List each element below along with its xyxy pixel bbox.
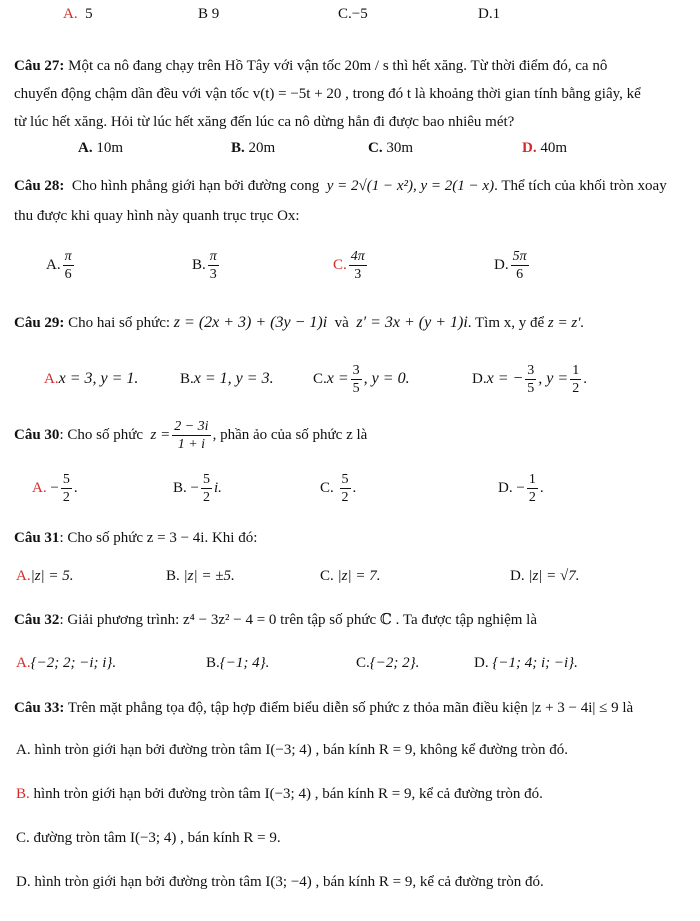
q30-label: Câu 30	[14, 427, 60, 443]
q33-option-c[interactable]: C. đường tròn tâm I(−3; 4) , bán kính R = 9.	[16, 830, 281, 846]
q29-post: . Tìm x, y để	[467, 315, 545, 331]
q30-fraction-a: $\frac{5}{2}$	[62, 472, 70, 506]
q28-math: y = 2√(1 − x²), y = 2(1 − x)	[326, 178, 495, 194]
q32-option-c[interactable]: C.{−2; 2}.	[356, 655, 420, 671]
q26-option-d[interactable]	[478, 4, 500, 24]
q32-option-a[interactable]: A.{−2; 2; −i; i}.	[16, 655, 117, 671]
q27-text-1: Một ca nô đang chạy trên Hồ Tây với vận tốc 20m / s thì hết xăng. Từ thời điểm đó, ca nô	[68, 58, 608, 74]
q30-option-c[interactable]: C. $\frac{5}{2}$ .	[320, 472, 357, 506]
q27-letter-c: C.	[368, 140, 383, 156]
q33-text: Trên mặt phẳng tọa độ, tập hợp điểm biểu diễn số phức z thỏa mãn điều kiện |z + 3 − 4i| ≤ 9 là	[67, 700, 634, 716]
q26-option-b[interactable]	[198, 4, 219, 24]
q30-letter-a: A.	[32, 480, 47, 496]
q28-fraction-a: $\frac{\pi}{6}$	[64, 249, 72, 283]
q30-fraction-c: $\frac{5}{2}$	[341, 472, 349, 506]
q31-option-c[interactable]: C. |z| = 7.	[320, 568, 381, 584]
q29-text-a: x = 3, y = 1.	[58, 370, 139, 387]
q29-option-d[interactable]: D.x = − $\frac{3}{5}$ , y = $\frac{1}{2}$ .	[472, 363, 587, 397]
q32-label: Câu 32	[14, 612, 60, 628]
q30-option-a[interactable]: A. − $\frac{5}{2}$ .	[32, 472, 78, 506]
q30-letter-c: C.	[320, 480, 334, 496]
q32-option-b[interactable]: B.{−1; 4}.	[206, 655, 270, 671]
q27-line3: từ lúc hết xăng. Hỏi từ lúc hết xăng đến lúc ca nô dừng hẳn đi được bao nhiêu mét?	[14, 114, 515, 130]
q26-option-a[interactable]	[63, 4, 93, 24]
q31-text: : Cho số phức z = 3 − 4i. Khi đó:	[59, 530, 258, 546]
q29-fraction-d2: $\frac{1}{2}$	[572, 363, 580, 397]
q27-letter-d: D.	[522, 140, 537, 156]
q29-z: z = (2x + 3) + (3y − 1)i	[173, 314, 328, 331]
q28-line1	[14, 176, 667, 196]
q33-letter-b: B.	[16, 786, 30, 802]
q29-cond: z = z′.	[547, 315, 585, 331]
q33-option-a[interactable]: A. hình tròn giới hạn bởi đường tròn tâm I(−3; 4) , bán kính R = 9, không kể đường tròn đó.	[16, 742, 568, 758]
q27-option-a[interactable]	[78, 138, 123, 158]
q31-letter-b: B.	[166, 568, 180, 584]
q27-letter-a: A.	[78, 140, 93, 156]
q30-fraction-d: $\frac{1}{2}$	[528, 472, 536, 506]
q33-option-d[interactable]: D. hình tròn giới hạn bởi đường tròn tâm I(3; −4) , bán kính R = 9, kể cả đường tròn đó.	[16, 874, 544, 890]
q33-letter-a: A.	[16, 742, 31, 758]
q27-line2: chuyển động chậm dần đều với vận tốc v(t) = −5t + 20 , trong đó t là khoảng thời gian tính bằng giây, kể	[14, 86, 641, 102]
q29-z2: z′ = 3x + (y + 1)i	[356, 314, 468, 331]
q27-text-a: 10m	[96, 140, 124, 156]
q31-option-d[interactable]: D. |z| = √7.	[510, 568, 580, 584]
q27-option-b[interactable]	[231, 138, 275, 158]
q27-line1	[14, 56, 607, 76]
q29-option-a[interactable]	[44, 362, 138, 396]
q29-line1	[14, 313, 584, 333]
q26-text-d: 1	[492, 6, 501, 22]
q26-letter-a: A.	[63, 6, 78, 22]
q26-text-c: −5	[351, 6, 368, 22]
q33-letter-d: D.	[16, 874, 31, 890]
q30-pre: : Cho số phức	[59, 427, 143, 443]
q26-letter-b: B	[198, 6, 209, 22]
q27-label: Câu 27:	[14, 58, 65, 74]
q28-fraction-d: $\frac{5\pi}{6}$	[512, 249, 527, 283]
q27-option-d[interactable]	[522, 138, 567, 158]
q32-line1	[14, 610, 537, 630]
q27-text-b: 20m	[248, 140, 276, 156]
q26-text-b: 9	[211, 6, 220, 22]
q33-letter-c: C.	[16, 830, 30, 846]
q31-option-a[interactable]: A.|z| = 5.	[16, 568, 74, 584]
q33-line1	[14, 698, 633, 718]
q32-option-d[interactable]: D. {−1; 4; i; −i}.	[474, 655, 578, 671]
q31-line1	[14, 528, 257, 548]
q28-option-c[interactable]	[333, 248, 369, 283]
q29-letter-b: B.	[180, 371, 194, 387]
q30-post: , phần ảo của số phức z là	[212, 427, 368, 443]
q28-letter-b: B.	[192, 257, 206, 273]
q27-option-c[interactable]	[368, 138, 413, 158]
q30-line1: Câu 30: Cho số phức z = $\frac{2 - 3i}{1 + i}$ , phần ảo của số phức z là	[14, 419, 368, 453]
q28-letter-a: A.	[46, 257, 61, 273]
q28-fraction-c: $\frac{4\pi}{3}$	[350, 249, 365, 283]
q27-letter-b: B.	[231, 140, 245, 156]
q28-option-b[interactable]	[192, 248, 221, 283]
q29-fraction-c: $\frac{3}{5}$	[352, 363, 360, 397]
q27-text-c: 30m	[386, 140, 414, 156]
q29-label: Câu 29:	[14, 315, 65, 331]
q31-letter-a: A.	[16, 568, 31, 584]
q31-label: Câu 31	[14, 530, 60, 546]
q29-option-b[interactable]	[180, 362, 274, 396]
q30-fraction: $\frac{2 - 3i}{1 + i}$	[174, 419, 209, 453]
q32-letter-a: A.	[16, 655, 31, 671]
q31-letter-c: C.	[320, 568, 334, 584]
q30-letter-b: B.	[173, 480, 187, 496]
q30-option-b[interactable]: B. − $\frac{5}{2}$ i.	[173, 472, 222, 506]
q31-letter-d: D.	[510, 568, 525, 584]
q26-letter-c: C.	[338, 6, 352, 22]
q29-and: và	[334, 315, 349, 331]
q28-letter-d: D.	[494, 257, 509, 273]
q28-line2: thu được khi quay hình này quanh trục trục Ox:	[14, 208, 300, 224]
q33-option-b[interactable]: B. hình tròn giới hạn bởi đường tròn tâm I(−3; 4) , bán kính R = 9, kể cả đường tròn đó.	[16, 786, 543, 802]
q29-letter-c: C.	[313, 371, 327, 387]
q30-letter-d: D.	[498, 480, 513, 496]
q28-label: Câu 28:	[14, 178, 65, 194]
q30-fraction-b: $\frac{5}{2}$	[202, 472, 210, 506]
q28-letter-c: C.	[333, 257, 347, 273]
q29-pre: Cho hai số phức:	[68, 315, 171, 331]
q28-fraction-b: $\frac{\pi}{3}$	[209, 249, 217, 283]
q28-option-a[interactable]	[46, 248, 76, 283]
q27-text-d: 40m	[540, 140, 568, 156]
q29-letter-a: A.	[44, 371, 59, 387]
q28-option-d[interactable]	[494, 248, 531, 283]
q32-letter-b: B.	[206, 655, 220, 671]
q33-label: Câu 33:	[14, 700, 65, 716]
q32-letter-c: C.	[356, 655, 370, 671]
q26-letter-d: D.	[478, 6, 493, 22]
q30-option-d[interactable]: D. − $\frac{1}{2}$ .	[498, 472, 544, 506]
q28-text-post: . Thể tích của khối tròn xoay	[494, 178, 667, 194]
q26-option-c[interactable]	[338, 4, 368, 24]
q29-option-c[interactable]: C.x = $\frac{3}{5}$ , y = 0.	[313, 363, 410, 397]
q29-fraction-d1: $\frac{3}{5}$	[527, 363, 535, 397]
q28-text-pre: Cho hình phẳng giới hạn bởi đường cong	[71, 178, 320, 194]
q29-letter-d: D.	[472, 371, 487, 387]
q29-text-b: x = 1, y = 3.	[193, 370, 274, 387]
q31-option-b[interactable]: B. |z| = ±5.	[166, 568, 235, 584]
q32-letter-d: D.	[474, 655, 489, 671]
q32-text: : Giải phương trình: z⁴ − 3z² − 4 = 0 trên tập số phức ℂ . Ta được tập nghiệm là	[59, 612, 537, 628]
q26-text-a: 5	[85, 6, 93, 22]
